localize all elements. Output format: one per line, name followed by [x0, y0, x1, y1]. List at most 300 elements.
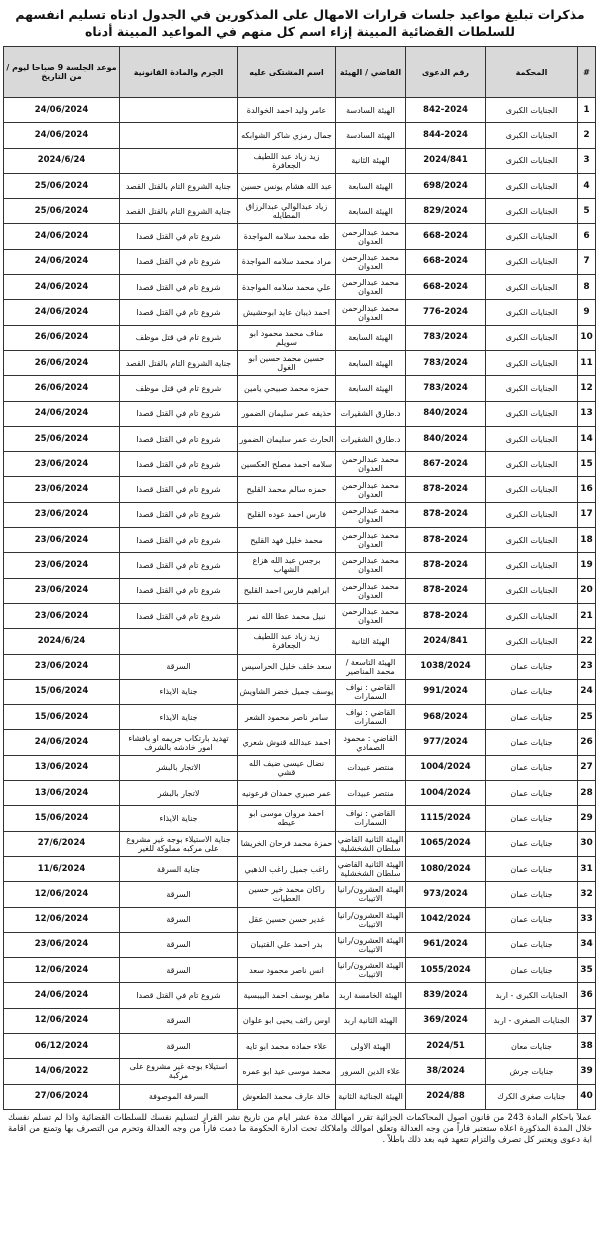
row-charge: جناية الايذاء [120, 679, 238, 704]
table-row [4, 98, 596, 123]
row-judge: محمد عبدالرحمن العدوان [336, 300, 406, 325]
row-session-date: 24/06/2024 [4, 730, 120, 755]
row-defendant: علي محمد سلامه المواجدة [238, 275, 336, 300]
row-defendant: اوس رائف يحيى ابو علوان [238, 1008, 336, 1033]
row-defendant: مراد محمد سلامه المواجدة [238, 249, 336, 274]
row-charge: شروع تام في القتل قصدا [120, 401, 238, 426]
row-defendant: راغب جميل راغب الذهبي [238, 856, 336, 881]
row-case-number: 1055/2024 [406, 958, 486, 983]
row-judge: الهيئة الثانية [336, 148, 406, 173]
header-defendant: اسم المشتكى عليه [238, 47, 336, 98]
table-row [4, 629, 596, 654]
row-session-date: 23/06/2024 [4, 603, 120, 628]
row-session-date: 15/06/2024 [4, 806, 120, 831]
row-charge: السرقة الموصوفة [120, 1084, 238, 1109]
row-court: الجنايات الكبرى [486, 224, 578, 249]
row-case-number: 840/2024 [406, 426, 486, 451]
row-index: 28 [578, 781, 596, 806]
legal-footer-note: عملاً بأحكام المادة 243 من قانون أصول المحاكمات الجزائية تقرر امهالك مدة عشر ايام من تاريخ نشر القرار لتسليم نفسك للسلطات القضائية واذا لم تسلم نفسك خلال المدة المذكورة اعلاه ستعتبر فاراً من وجه العدالة وتعلق اموالك واملاكك تحت ادارة الحكومة ما دمت فاراً من وجه العدالة وتحرم من التصرف بها وتمنع من اقامة اية دعوى ويعتبر كل تصرف والتزام تتعهد فيه بعد ذلك باطلاً . [8, 1112, 592, 1145]
row-case-number: 991/2024 [406, 679, 486, 704]
row-session-date: 23/06/2024 [4, 553, 120, 578]
row-session-date: 25/06/2024 [4, 426, 120, 451]
row-charge: السرقة [120, 932, 238, 957]
page-title: مذكرات تبليغ مواعيد جلسات قرارات الامهال على المذكورين في الجدول ادناه تسليم انفسهم للسلطات القضائية المبينة إزاء اسم كل منهم في المواعيد المبينة أدناه [15, 7, 585, 39]
row-charge: جناية الشروع التام بالقتل القصد [120, 199, 238, 224]
row-judge: الهيئة الثانية اربد [336, 1008, 406, 1033]
row-case-number: 1004/2024 [406, 755, 486, 780]
row-session-date: 23/06/2024 [4, 654, 120, 679]
row-court: جنايات عمان [486, 882, 578, 907]
row-judge: الهيئة العشرون/رانيا الاتيبات [336, 882, 406, 907]
row-index: 13 [578, 401, 596, 426]
row-session-date: 15/06/2024 [4, 679, 120, 704]
row-defendant: علاء حماده محمد ابو تايه [238, 1033, 336, 1058]
row-defendant: زياد عبدالوالي عبدالرزاق المطايله [238, 199, 336, 224]
table-row [4, 1008, 596, 1033]
row-court: جنايات عمان [486, 958, 578, 983]
row-charge: لاتجار بالبشر [120, 781, 238, 806]
row-defendant: عامر وليد احمد الخوالدة [238, 98, 336, 123]
row-session-date: 23/06/2024 [4, 502, 120, 527]
row-judge: الهيئة السادسة [336, 123, 406, 148]
row-session-date: 23/06/2024 [4, 452, 120, 477]
row-judge: علاء الدين السرور [336, 1059, 406, 1084]
row-judge: الهيئة العشرون/رانيا الاتيبات [336, 932, 406, 957]
row-session-date: 24/06/2024 [4, 983, 120, 1008]
row-court: الجنايات الكبرى [486, 350, 578, 375]
table-row [4, 932, 596, 957]
row-judge: الهيئة السابعة [336, 325, 406, 350]
table-row [4, 730, 596, 755]
row-charge: شروع تام في القتل قصدا [120, 452, 238, 477]
row-index: 25 [578, 705, 596, 730]
table-row [4, 528, 596, 553]
row-case-number: 698/2024 [406, 173, 486, 198]
row-court: الجنايات الكبرى [486, 325, 578, 350]
row-case-number: 783/2024 [406, 350, 486, 375]
row-index: 17 [578, 502, 596, 527]
row-judge: الهيئة السادسة [336, 98, 406, 123]
row-index: 16 [578, 477, 596, 502]
row-session-date: 27/6/2024 [4, 831, 120, 856]
row-judge: محمد عبدالرحمن العدوان [336, 578, 406, 603]
row-defendant: ابراهيم فارس احمد القليح [238, 578, 336, 603]
row-index: 21 [578, 603, 596, 628]
row-defendant: حمزه محمد صبيحي يامين [238, 376, 336, 401]
row-defendant: سعد خلف خليل الحراسيس [238, 654, 336, 679]
row-judge: الهيئة التاسعة / محمد المناصير [336, 654, 406, 679]
row-index: 22 [578, 629, 596, 654]
table-header-row [4, 47, 596, 98]
row-court: الجنايات الكبرى [486, 553, 578, 578]
row-index: 14 [578, 426, 596, 451]
table-row [4, 983, 596, 1008]
row-case-number: 776-2024 [406, 300, 486, 325]
row-defendant: خالد عارف محمد الطعوش [238, 1084, 336, 1109]
row-judge: محمد عبدالرحمن العدوان [336, 477, 406, 502]
row-index: 7 [578, 249, 596, 274]
row-index: 39 [578, 1059, 596, 1084]
row-court: الجنايات الكبرى [486, 629, 578, 654]
header-charge: الجرم والمادة القانونية [120, 47, 238, 98]
row-defendant: بدر احمد علي القتيبان [238, 932, 336, 957]
row-defendant: زيد زياد عبد اللطيف الجعافرة [238, 629, 336, 654]
table-row [4, 173, 596, 198]
row-case-number: 668-2024 [406, 249, 486, 274]
row-court: جنايات عمان [486, 831, 578, 856]
row-defendant: مناف محمد محمود ابو سويلم [238, 325, 336, 350]
row-judge: د.طارق الشقيرات [336, 426, 406, 451]
row-case-number: 2024/51 [406, 1033, 486, 1058]
table-row [4, 477, 596, 502]
row-index: 19 [578, 553, 596, 578]
row-charge: شروع تام في القتل قصدا [120, 275, 238, 300]
row-court: جنايات عمان [486, 856, 578, 881]
row-court: جنايات عمان [486, 654, 578, 679]
row-index: 10 [578, 325, 596, 350]
header-court: المحكمة [486, 47, 578, 98]
row-judge: القاضي : نواف السمارات [336, 806, 406, 831]
row-index: 11 [578, 350, 596, 375]
row-defendant: حسين محمد حسين ابو الغول [238, 350, 336, 375]
row-judge: محمد عبدالرحمن العدوان [336, 249, 406, 274]
row-defendant: جمال رمزي شاكر الشوابكه [238, 123, 336, 148]
row-charge: جناية الايذاء [120, 806, 238, 831]
row-court: الجنايات الكبرى [486, 477, 578, 502]
row-defendant: فارس احمد عوده القليح [238, 502, 336, 527]
row-index: 27 [578, 755, 596, 780]
row-charge: شروع تام في قتل موظف [120, 325, 238, 350]
row-charge: شروع تام في القتل قصدا [120, 300, 238, 325]
row-case-number: 961/2024 [406, 932, 486, 957]
row-case-number: 878-2024 [406, 553, 486, 578]
row-judge: القاضي : محمود الصمادي [336, 730, 406, 755]
row-session-date: 26/06/2024 [4, 376, 120, 401]
row-defendant: محمد خليل فهد القليح [238, 528, 336, 553]
row-charge: استيلاء بوجه غير مشروع على مركبة [120, 1059, 238, 1084]
table-row [4, 199, 596, 224]
row-case-number: 829/2024 [406, 199, 486, 224]
row-defendant: الحارث عمر سليمان الضمور [238, 426, 336, 451]
table-row [4, 1033, 596, 1058]
row-session-date: 25/06/2024 [4, 199, 120, 224]
row-judge: الهيئة السابعة [336, 376, 406, 401]
row-judge: محمد عبدالرحمن العدوان [336, 275, 406, 300]
table-row [4, 856, 596, 881]
table-row [4, 907, 596, 932]
row-court: الجنايات الكبرى [486, 123, 578, 148]
row-index: 35 [578, 958, 596, 983]
row-index: 23 [578, 654, 596, 679]
row-session-date: 2024/6/24 [4, 148, 120, 173]
row-court: الجنايات الكبرى [486, 148, 578, 173]
row-defendant: نبيل محمد عطا الله نمر [238, 603, 336, 628]
row-court: جنايات عمان [486, 907, 578, 932]
row-court: جنايات صغرى الكرك [486, 1084, 578, 1109]
row-index: 24 [578, 679, 596, 704]
row-case-number: 867-2024 [406, 452, 486, 477]
row-judge: الهيئة الخامسة اربد [336, 983, 406, 1008]
row-index: 36 [578, 983, 596, 1008]
row-court: جنايات عمان [486, 781, 578, 806]
row-judge: الهيئة الثانية [336, 629, 406, 654]
row-court: جنايات عمان [486, 932, 578, 957]
table-row [4, 148, 596, 173]
row-session-date: 24/06/2024 [4, 224, 120, 249]
row-court: جنايات جرش [486, 1059, 578, 1084]
table-row [4, 1084, 596, 1109]
row-charge: شروع تام في القتل قصدا [120, 426, 238, 451]
table-row [4, 426, 596, 451]
table-row [4, 958, 596, 983]
row-charge: جناية السرقة [120, 856, 238, 881]
row-charge: جناية الشروع التام بالقتل القصد [120, 173, 238, 198]
row-session-date: 12/06/2024 [4, 1008, 120, 1033]
row-defendant: سلامه احمد مصلح العكسين [238, 452, 336, 477]
row-charge: تهديد بارتكاب جريمه او بافشاء امور خادشه بالشرف [120, 730, 238, 755]
row-index: 26 [578, 730, 596, 755]
row-charge: شروع تام في القتل قصدا [120, 983, 238, 1008]
row-charge: السرقة [120, 1008, 238, 1033]
table-row [4, 123, 596, 148]
row-charge [120, 123, 238, 148]
row-case-number: 668-2024 [406, 224, 486, 249]
row-defendant: حمزه سالم محمد القليح [238, 477, 336, 502]
row-defendant: برجس عبد الله هزاع الشهاب [238, 553, 336, 578]
row-index: 9 [578, 300, 596, 325]
row-defendant: زيد زياد عبد اللطيف الجعافرة [238, 148, 336, 173]
row-judge: الهيئة الاولى [336, 1033, 406, 1058]
row-session-date: 23/06/2024 [4, 932, 120, 957]
row-judge: الهيئة العشرون/رانيا الاتيبات [336, 958, 406, 983]
row-case-number: 38/2024 [406, 1059, 486, 1084]
table-row [4, 831, 596, 856]
row-court: الجنايات الكبرى [486, 199, 578, 224]
row-case-number: 878-2024 [406, 528, 486, 553]
table-row [4, 325, 596, 350]
row-court: الجنايات الكبرى [486, 426, 578, 451]
row-index: 29 [578, 806, 596, 831]
row-charge [120, 148, 238, 173]
table-row [4, 502, 596, 527]
header-session-date: موعد الجلسة 9 صباحا ليوم / من التاريخ [4, 47, 120, 98]
row-case-number: 668-2024 [406, 275, 486, 300]
row-session-date: 24/06/2024 [4, 275, 120, 300]
row-case-number: 1115/2024 [406, 806, 486, 831]
row-defendant: محمد موسى عيد ابو عمره [238, 1059, 336, 1084]
row-court: الجنايات الكبرى [486, 249, 578, 274]
table-row [4, 249, 596, 274]
row-court: الجنايات الكبرى [486, 502, 578, 527]
table-row [4, 1059, 596, 1084]
row-charge [120, 98, 238, 123]
row-session-date: 15/06/2024 [4, 705, 120, 730]
row-defendant: احمد ذيبان عايد ابوحشيش [238, 300, 336, 325]
row-session-date: 13/06/2024 [4, 781, 120, 806]
row-charge: جناية الايذاء [120, 705, 238, 730]
row-court: الجنايات الكبرى [486, 528, 578, 553]
row-judge: الهيئة الثانية القاضي سلطان الشخشلية [336, 831, 406, 856]
row-court: جنايات عمان [486, 755, 578, 780]
row-session-date: 23/06/2024 [4, 578, 120, 603]
row-court: الجنايات الكبرى [486, 376, 578, 401]
row-case-number: 878-2024 [406, 502, 486, 527]
notices-table [3, 46, 596, 1110]
table-row [4, 401, 596, 426]
row-defendant: غدير حسن حسين عقل [238, 907, 336, 932]
row-charge: شروع تام في القتل قصدا [120, 502, 238, 527]
row-index: 8 [578, 275, 596, 300]
table-row [4, 275, 596, 300]
row-judge: د.طارق الشقيرات [336, 401, 406, 426]
row-case-number: 840/2024 [406, 401, 486, 426]
row-defendant: يوسف جميل خضر الشاويش [238, 679, 336, 704]
row-judge: القاضي : نواف السمارات [336, 705, 406, 730]
row-defendant: راكان محمد خير حسين العطيات [238, 882, 336, 907]
row-charge: جناية الاستيلاء بوجه غير مشروع على مركبه مملوكة للغير [120, 831, 238, 856]
table-row [4, 781, 596, 806]
row-defendant: حذيفه عمر سليمان الضمور [238, 401, 336, 426]
row-defendant: نضال عيسى ضيف الله قشي [238, 755, 336, 780]
row-judge: منتصر عبيدات [336, 781, 406, 806]
table-row [4, 224, 596, 249]
row-charge: السرقة [120, 882, 238, 907]
row-court: الجنايات الكبرى [486, 401, 578, 426]
row-court: الجنايات الكبرى [486, 300, 578, 325]
row-session-date: 2024/6/24 [4, 629, 120, 654]
row-charge: شروع تام في القتل قصدا [120, 224, 238, 249]
row-case-number: 842-2024 [406, 98, 486, 123]
row-charge: شروع تام في قتل موظف [120, 376, 238, 401]
row-defendant: عمر صبري حمدان فرعونيه [238, 781, 336, 806]
row-session-date: 26/06/2024 [4, 350, 120, 375]
row-charge: شروع تام في القتل قصدا [120, 528, 238, 553]
row-charge: شروع تام في القتل قصدا [120, 249, 238, 274]
row-charge: السرقة [120, 1033, 238, 1058]
row-session-date: 23/06/2024 [4, 477, 120, 502]
table-row [4, 806, 596, 831]
row-judge: محمد عبدالرحمن العدوان [336, 553, 406, 578]
table-row [4, 376, 596, 401]
row-defendant: ماهر يوسف احمد البيبسية [238, 983, 336, 1008]
row-charge [120, 629, 238, 654]
row-defendant: حمزة محمد فرحان الخريشا [238, 831, 336, 856]
row-session-date: 26/06/2024 [4, 325, 120, 350]
row-case-number: 839/2024 [406, 983, 486, 1008]
row-case-number: 369/2024 [406, 1008, 486, 1033]
row-court: الجنايات الكبرى [486, 98, 578, 123]
row-court: جنايات معان [486, 1033, 578, 1058]
row-index: 20 [578, 578, 596, 603]
row-index: 1 [578, 98, 596, 123]
header-judge: القاضي / الهيئة [336, 47, 406, 98]
row-defendant: احمد عبدالله قنوش شعري [238, 730, 336, 755]
row-judge: محمد عبدالرحمن العدوان [336, 224, 406, 249]
row-defendant: انس ناصر محمود سعد [238, 958, 336, 983]
row-case-number: 844-2024 [406, 123, 486, 148]
row-session-date: 24/06/2024 [4, 300, 120, 325]
row-index: 12 [578, 376, 596, 401]
row-case-number: 968/2024 [406, 705, 486, 730]
row-defendant: طه محمد سلامه المواجدة [238, 224, 336, 249]
row-charge: السرقة [120, 907, 238, 932]
row-index: 33 [578, 907, 596, 932]
row-judge: الهيئة السابعة [336, 350, 406, 375]
header-index: # [578, 47, 596, 98]
row-charge: جناية الشروع التام بالقتل القصد [120, 350, 238, 375]
row-court: الجنايات الصغرى - اربد [486, 1008, 578, 1033]
row-case-number: 1080/2024 [406, 856, 486, 881]
row-court: الجنايات الكبرى [486, 603, 578, 628]
row-court: جنايات عمان [486, 730, 578, 755]
header-case-number: رقم الدعوى [406, 47, 486, 98]
row-charge: السرقة [120, 958, 238, 983]
row-defendant: احمد مروان موسى ابو عيطه [238, 806, 336, 831]
row-case-number: 1038/2024 [406, 654, 486, 679]
row-charge: شروع تام في القتل قصدا [120, 603, 238, 628]
row-case-number: 783/2024 [406, 376, 486, 401]
row-session-date: 25/06/2024 [4, 173, 120, 198]
table-row [4, 350, 596, 375]
row-session-date: 23/06/2024 [4, 528, 120, 553]
row-session-date: 06/12/2024 [4, 1033, 120, 1058]
row-session-date: 24/06/2024 [4, 98, 120, 123]
row-index: 34 [578, 932, 596, 957]
row-court: جنايات عمان [486, 705, 578, 730]
row-case-number: 2024/841 [406, 629, 486, 654]
table-row [4, 578, 596, 603]
row-case-number: 878-2024 [406, 477, 486, 502]
row-session-date: 11/6/2024 [4, 856, 120, 881]
row-index: 2 [578, 123, 596, 148]
row-judge: الهيئة الثانية القاضي سلطان الشخشلية [336, 856, 406, 881]
row-court: الجنايات الكبرى - اربد [486, 983, 578, 1008]
row-case-number: 973/2024 [406, 882, 486, 907]
row-judge: الهيئة السابعة [336, 173, 406, 198]
row-defendant: عبد الله هشام يونس حسين [238, 173, 336, 198]
row-judge: منتصر عبيدات [336, 755, 406, 780]
row-index: 31 [578, 856, 596, 881]
table-row [4, 679, 596, 704]
row-court: الجنايات الكبرى [486, 173, 578, 198]
row-case-number: 878-2024 [406, 578, 486, 603]
row-case-number: 783/2024 [406, 325, 486, 350]
row-judge: محمد عبدالرحمن العدوان [336, 603, 406, 628]
table-row [4, 654, 596, 679]
row-index: 40 [578, 1084, 596, 1109]
table-row [4, 603, 596, 628]
row-charge: شروع تام في القتل قصدا [120, 553, 238, 578]
row-index: 5 [578, 199, 596, 224]
row-charge: شروع تام في القتل قصدا [120, 477, 238, 502]
row-session-date: 12/06/2024 [4, 907, 120, 932]
row-index: 4 [578, 173, 596, 198]
row-index: 38 [578, 1033, 596, 1058]
row-case-number: 2024/841 [406, 148, 486, 173]
row-session-date: 24/06/2024 [4, 401, 120, 426]
row-case-number: 1042/2024 [406, 907, 486, 932]
row-session-date: 14/06/2022 [4, 1059, 120, 1084]
row-index: 15 [578, 452, 596, 477]
row-court: الجنايات الكبرى [486, 275, 578, 300]
row-judge: محمد عبدالرحمن العدوان [336, 452, 406, 477]
table-row [4, 755, 596, 780]
table-row [4, 553, 596, 578]
row-charge: السرقة [120, 654, 238, 679]
row-judge: الهيئة السابعة [336, 199, 406, 224]
row-case-number: 977/2024 [406, 730, 486, 755]
row-index: 18 [578, 528, 596, 553]
